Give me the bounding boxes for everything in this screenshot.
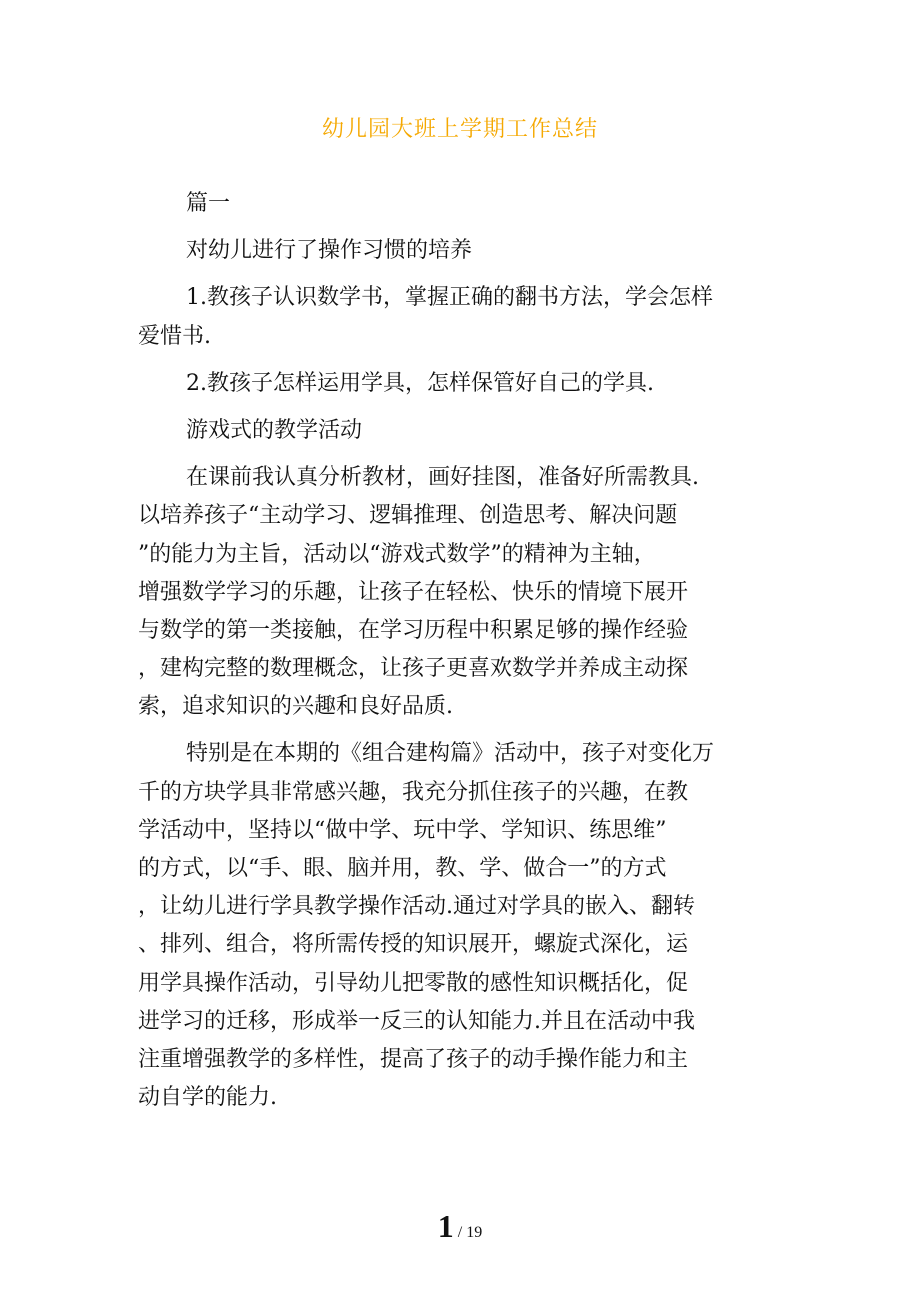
document-body bbox=[138, 185, 788, 1117]
paragraph-item-1 bbox=[138, 279, 788, 355]
page-number bbox=[0, 1208, 920, 1245]
paragraph-body bbox=[138, 459, 788, 726]
text-line: 的方式，以“手、眼、脑并用，教、学、做合一”的方式 bbox=[138, 856, 667, 881]
text-line: ，让幼儿进行学具教学操作活动.通过对学具的嵌入、翻转 bbox=[138, 894, 695, 920]
text-line: 特别是在本期的《组合建构篇》活动中，孩子对变化万 bbox=[186, 741, 715, 767]
text-line: 爱惜书. bbox=[138, 323, 211, 349]
text-line: 注重增强教学的多样性，提高了孩子的动手操作能力和主 bbox=[138, 1046, 689, 1072]
total-pages: 19 bbox=[466, 1224, 483, 1241]
text-line: 千的方块学具非常感兴趣，我充分抓住孩子的兴趣，在教 bbox=[138, 779, 689, 805]
text-line: 进学习的迁移，形成举一反三的认知能力.并且在活动中我 bbox=[138, 1008, 695, 1034]
text-line: 学活动中，坚持以“做中学、玩中学、学知识、练思维” bbox=[138, 817, 667, 843]
text-line: 、排列、组合，将所需传授的知识展开，螺旋式深化，运 bbox=[138, 932, 689, 958]
page-separator: / bbox=[453, 1224, 467, 1241]
paragraph-heading: 对幼儿进行了操作习惯的培养 bbox=[186, 238, 473, 264]
text-line: ，建构完整的数理概念，让孩子更喜欢数学并养成主动探 bbox=[138, 656, 689, 682]
current-page-number: 1 bbox=[437, 1208, 454, 1244]
text-line: 索，追求知识的兴趣和良好品质. bbox=[138, 694, 453, 720]
text-line: 在课前我认真分析教材，画好挂图，准备好所需教具. bbox=[186, 465, 699, 491]
text-line: 增强数学学习的乐趣，让孩子在轻松、快乐的情境下展开 bbox=[138, 579, 689, 605]
paragraph-body bbox=[138, 735, 788, 1117]
paragraph-section-label: 篇一 bbox=[186, 191, 231, 216]
text-line: 与数学的第一类接触，在学习历程中积累足够的操作经验 bbox=[138, 617, 689, 643]
text-line: 用学具操作活动，引导幼儿把零散的感性知识概括化，促 bbox=[138, 970, 689, 996]
text-line: 1.教孩子认识数学书，掌握正确的翻书方法，学会怎样 bbox=[186, 285, 713, 311]
text-line: ”的能力为主旨，活动以“游戏式数学”的精神为主轴， bbox=[138, 541, 656, 567]
paragraph-item-2: 2.教孩子怎样运用学具，怎样保管好自己的学具. bbox=[186, 370, 654, 396]
text-line: 动自学的能力. bbox=[138, 1085, 277, 1111]
paragraph-heading: 游戏式的教学活动 bbox=[186, 417, 363, 443]
document-title: 幼儿园大班上学期工作总结 bbox=[321, 117, 598, 142]
text-line: 以培养孩子“主动学习、逻辑推理、创造思考、解决问题 bbox=[138, 503, 678, 529]
